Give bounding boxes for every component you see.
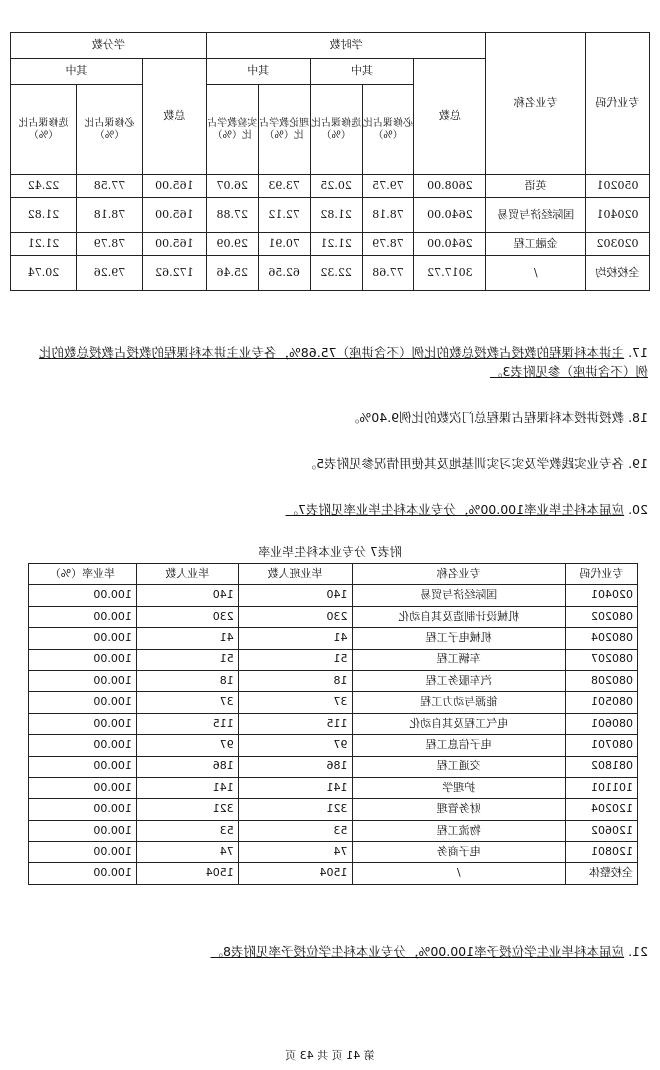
cell-name: 机械设计制造及其自动化 (352, 606, 566, 627)
cell-value: 100.00 (29, 628, 137, 649)
cell-value: 165.00 (142, 198, 206, 233)
header-hours-practice-pct: 实验教学占比（%） (206, 85, 258, 175)
cell-value: 1504 (238, 863, 352, 884)
cell-value: 62.56 (258, 256, 310, 291)
cell-value: 2640.00 (414, 233, 486, 256)
cell-name: 物流工程 (352, 820, 566, 841)
cell-value: 165.00 (142, 175, 206, 198)
cell-value: 2640.00 (414, 198, 486, 233)
table-row (29, 670, 638, 691)
cell-value: 78.79 (77, 233, 143, 256)
cell-name: 交通工程 (352, 756, 566, 777)
cell-value: 100.00 (29, 799, 137, 820)
cell-value: 115 (238, 713, 352, 734)
table-row (11, 256, 650, 291)
cell-value: 70.91 (258, 233, 310, 256)
cell-code: 050201 (586, 175, 650, 198)
table-row (29, 799, 638, 820)
cell-value: 2608.00 (414, 175, 486, 198)
table-row (11, 175, 650, 198)
cell-code: 080601 (566, 713, 638, 734)
cell-name: / (352, 863, 566, 884)
paragraph-19 (28, 454, 648, 473)
cell-code: 080501 (566, 692, 638, 713)
cell-code: 081802 (566, 756, 638, 777)
cell-value: 100.00 (29, 735, 137, 756)
table-row (11, 198, 650, 233)
cell-value: 186 (238, 756, 352, 777)
paragraph-21 (28, 942, 648, 961)
header-hours-among-1: 其中 (310, 59, 414, 85)
cell-value: 172.62 (142, 256, 206, 291)
header-grads: 毕业人数 (136, 564, 238, 585)
header-major-name: 专业名称 (486, 33, 586, 175)
table-row (11, 233, 650, 256)
cell-name: 车辆工程 (352, 649, 566, 670)
cell-value: 140 (238, 585, 352, 606)
cell-value: 100.00 (29, 756, 137, 777)
header-rate: 毕业率（%） (29, 564, 137, 585)
cell-value: 140 (136, 585, 238, 606)
table-header-row (29, 564, 638, 585)
paragraph-text: 主讲本科课程的教授占教授总数的比例（不含讲座）75.68%，各专业主讲本科课程的教授占教授总数的比例（不含讲座）参见附表3。 (38, 345, 648, 379)
cell-name: 金融工程 (486, 233, 586, 256)
cell-value: 77.68 (362, 256, 414, 291)
cell-value: 21.21 (310, 233, 362, 256)
cell-value: 22.32 (310, 256, 362, 291)
cell-name: 电子商务 (352, 842, 566, 863)
cell-code: 120801 (566, 842, 638, 863)
cell-value: 41 (238, 628, 352, 649)
cell-value: 37 (136, 692, 238, 713)
paragraph-text: 应届本科生毕业率100.00%，分专业本科生毕业率见附表7。 (285, 502, 625, 517)
cell-value: 97 (238, 735, 352, 756)
cell-name: / (486, 256, 586, 291)
table-row (29, 628, 638, 649)
cell-value: 20.74 (11, 256, 77, 291)
header-credits-elective-pct: 选修课占比（%） (11, 85, 77, 175)
graduation-rate-table (28, 563, 638, 885)
cell-value: 74 (136, 842, 238, 863)
header-hours-group: 学时数 (206, 33, 486, 59)
header-credits-required-pct: 必修课占比（%） (77, 85, 143, 175)
header-hours-total: 总数 (414, 59, 486, 175)
cell-value: 115 (136, 713, 238, 734)
paragraph-number: 20. (628, 502, 648, 517)
cell-code: 120602 (566, 820, 638, 841)
cell-value: 18 (238, 670, 352, 691)
cell-value: 78.18 (77, 198, 143, 233)
paragraph-20 (28, 500, 648, 519)
cell-value: 29.09 (206, 233, 258, 256)
cell-value: 100.00 (29, 777, 137, 798)
header-name: 专业名称 (352, 564, 566, 585)
cell-value: 230 (136, 606, 238, 627)
cell-value: 100.00 (29, 820, 137, 841)
paragraph-number: 17. (628, 345, 648, 360)
cell-value: 27.88 (206, 198, 258, 233)
cell-code: 020401 (586, 198, 650, 233)
cell-value: 79.75 (362, 175, 414, 198)
table-row (29, 820, 638, 841)
cell-code: 080202 (566, 606, 638, 627)
cell-value: 53 (136, 820, 238, 841)
paragraph-text: 应届本科毕业生学位授予率100.00%，分专业本科生学位授予率见附表8。 (210, 944, 625, 959)
table-row (29, 649, 638, 670)
cell-value: 53 (238, 820, 352, 841)
header-hours-theory-pct: 理论教学占比（%） (258, 85, 310, 175)
cell-value: 1504 (136, 863, 238, 884)
table-row (29, 585, 638, 606)
cell-value: 100.00 (29, 670, 137, 691)
cell-value: 21.21 (11, 233, 77, 256)
cell-code: 080207 (566, 649, 638, 670)
cell-value: 25.46 (206, 256, 258, 291)
cell-code: 101101 (566, 777, 638, 798)
cell-value: 18 (136, 670, 238, 691)
cell-value: 78.18 (362, 198, 414, 233)
credit-hours-table (10, 32, 650, 291)
table-caption: 附表7 分专业本科生毕业率 (258, 545, 402, 559)
paragraph-17 (28, 343, 648, 381)
cell-value: 141 (238, 777, 352, 798)
paragraph-text: 教授讲授本科课程占课程总门次数的比例9.40%。 (346, 410, 625, 425)
table-row (29, 606, 638, 627)
cell-name: 能源与动力工程 (352, 692, 566, 713)
cell-value: 141 (136, 777, 238, 798)
paragraph-number: 19. (628, 456, 648, 471)
cell-value: 3017.72 (414, 256, 486, 291)
header-class-size: 毕业班人数 (238, 564, 352, 585)
cell-code: 020401 (566, 585, 638, 606)
header-hours-among-2: 其中 (206, 59, 310, 85)
cell-value: 100.00 (29, 585, 137, 606)
cell-value: 26.07 (206, 175, 258, 198)
cell-code: 080701 (566, 735, 638, 756)
table-row (29, 842, 638, 863)
cell-name: 国际经济与贸易 (352, 585, 566, 606)
cell-code: 全校整体 (566, 863, 638, 884)
header-hours-elective-pct: 选修课占比（%） (310, 85, 362, 175)
table-row (29, 692, 638, 713)
cell-code: 全校校均 (586, 256, 650, 291)
cell-value: 321 (136, 799, 238, 820)
cell-name: 电子信息工程 (352, 735, 566, 756)
cell-code: 080204 (566, 628, 638, 649)
cell-value: 72.12 (258, 198, 310, 233)
cell-value: 321 (238, 799, 352, 820)
page-footer: 第 41 页 共 43 页 (285, 1049, 375, 1062)
cell-value: 97 (136, 735, 238, 756)
header-code: 专业代码 (566, 564, 638, 585)
cell-value: 77.58 (77, 175, 143, 198)
cell-value: 79.26 (77, 256, 143, 291)
cell-value: 51 (238, 649, 352, 670)
cell-value: 100.00 (29, 649, 137, 670)
cell-value: 21.82 (11, 198, 77, 233)
header-credits-among: 其中 (11, 59, 143, 85)
cell-value: 21.82 (310, 198, 362, 233)
paragraph-number: 21. (628, 944, 648, 959)
cell-value: 37 (238, 692, 352, 713)
cell-name: 国际经济与贸易 (486, 198, 586, 233)
cell-code: 120204 (566, 799, 638, 820)
table-row (29, 735, 638, 756)
cell-value: 22.42 (11, 175, 77, 198)
paragraph-18 (28, 408, 648, 427)
header-credits-group: 学分数 (11, 33, 207, 59)
cell-code: 080208 (566, 670, 638, 691)
cell-value: 100.00 (29, 863, 137, 884)
header-hours-required-pct: 必修课占比（%） (362, 85, 414, 175)
cell-value: 20.25 (310, 175, 362, 198)
cell-value: 165.00 (142, 233, 206, 256)
table-row (29, 777, 638, 798)
cell-value: 100.00 (29, 842, 137, 863)
cell-value: 41 (136, 628, 238, 649)
cell-value: 100.00 (29, 692, 137, 713)
cell-value: 74 (238, 842, 352, 863)
cell-value: 100.00 (29, 606, 137, 627)
table-row (29, 713, 638, 734)
table-row (29, 863, 638, 884)
cell-value: 230 (238, 606, 352, 627)
paragraph-number: 18. (628, 410, 648, 425)
cell-name: 汽车服务工程 (352, 670, 566, 691)
cell-name: 英语 (486, 175, 586, 198)
cell-code: 020302 (586, 233, 650, 256)
header-major-code: 专业代码 (586, 33, 650, 175)
header-credits-total: 总数 (142, 59, 206, 175)
cell-value: 51 (136, 649, 238, 670)
table-row (29, 756, 638, 777)
paragraph-text: 各专业实践教学及实习实训基地及其使用情况参见附表5。 (303, 456, 625, 471)
cell-name: 机械电子工程 (352, 628, 566, 649)
cell-name: 财务管理 (352, 799, 566, 820)
cell-value: 100.00 (29, 713, 137, 734)
cell-value: 186 (136, 756, 238, 777)
cell-name: 电气工程及其自动化 (352, 713, 566, 734)
cell-value: 78.79 (362, 233, 414, 256)
cell-value: 73.93 (258, 175, 310, 198)
cell-name: 护理学 (352, 777, 566, 798)
